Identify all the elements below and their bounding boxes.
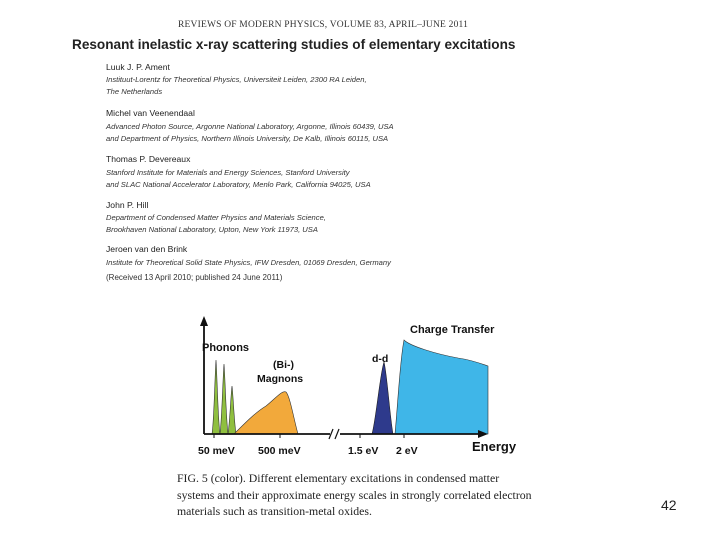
affiliation-line: Stanford Institute for Materials and Energy Sciences, Stanford University [106,168,350,177]
magnon-band [234,392,298,434]
tick-label-50mev: 50 meV [198,445,235,457]
affiliation-line: Institute for Theoretical Solid State Physics, IFW Dresden, 01069 Dresden, Germany [106,258,391,267]
energy-axis-label: Energy [472,439,517,454]
tick-label-500mev: 500 meV [258,445,301,457]
phonon-peak [220,364,228,434]
tick-label-1-5ev: 1.5 eV [348,445,379,457]
affiliation-line: Advanced Photon Source, Argonne National Laboratory, Argonne, Illinois 60439, USA [106,122,394,131]
affiliation-line: The Netherlands [106,86,163,96]
phonons-label: Phonons [202,342,250,354]
affiliation-line: Brookhaven National Laboratory, Upton, New York 11973, USA [106,224,318,234]
affiliation-line: Instituut-Lorentz for Theoretical Physics, Universiteit Leiden, 2300 RA Leiden, [106,75,367,84]
y-axis-arrow-icon [200,316,208,326]
paper-title: Resonant inelastic x-ray scattering studies of elementary excitations [72,37,516,52]
tick-label-2ev: 2 eV [396,445,418,457]
author-name: John P. Hill [106,200,149,210]
magnons-label-line2: Magnons [257,373,304,385]
author-affiliation [106,212,326,235]
author-affiliation [106,74,367,97]
dd-peak [372,362,393,434]
dd-label: d-d [372,353,389,365]
affiliation-line: Department of Condensed Matter Physics and Materials Science, [106,213,326,222]
phonon-peak [228,386,236,434]
author-name: Thomas P. Devereaux [106,154,191,164]
journal-header: REVIEWS OF MODERN PHYSICS, VOLUME 83, APRIL–JUNE 2011 [178,20,469,30]
author-name: Michel van Veenendaal [106,108,195,118]
page-number: 42 [661,497,677,513]
received-dates: (Received 13 April 2010; published 24 June 2011) [106,273,283,282]
charge-transfer-label: Charge Transfer [410,324,495,336]
phonon-peak [212,360,220,434]
author-affiliation [106,257,391,269]
author-affiliation [106,121,394,144]
author-name: Jeroen van den Brink [106,244,188,254]
author-affiliation [106,167,371,190]
axis-break-mark [335,429,339,439]
affiliation-line: and SLAC National Accelerator Laboratory, Menlo Park, California 94025, USA [106,179,371,189]
excitations-figure [190,312,530,462]
author-name: Luuk J. P. Ament [106,62,170,72]
figure-caption: FIG. 5 (color). Different elementary excitations in condensed matter systems and their approximate energy scales in strongly correlated electron materials such as transition-metal oxides. [177,471,532,518]
affiliation-line: and Department of Physics, Northern Illinois University, De Kalb, Illinois 60115, USA [106,133,389,143]
magnons-label-line1: (Bi-) [273,359,294,371]
charge-transfer-band [395,340,488,434]
